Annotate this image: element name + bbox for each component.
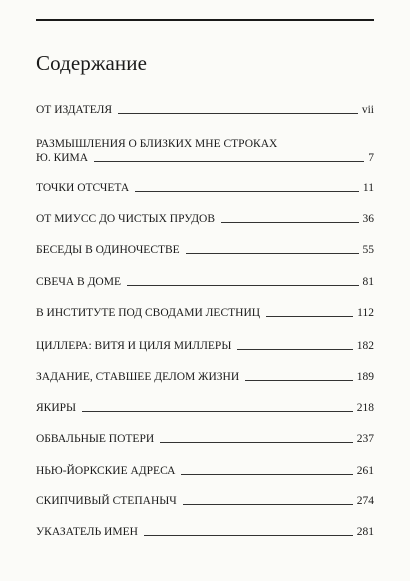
toc-entry-page: 274 [356, 495, 374, 507]
toc-entry [36, 275, 374, 289]
toc-entry [36, 494, 374, 508]
toc-entry-page: 55 [362, 244, 374, 256]
toc-leader-line [221, 222, 358, 223]
toc-entry [36, 432, 374, 446]
toc-entry-title: СКИПЧИВЫЙ СТЕПАНЫЧ [36, 495, 177, 507]
toc-leader-line [237, 349, 352, 350]
toc-entry-title: НЬЮ-ЙОРКСКИЕ АДРЕСА [36, 465, 176, 477]
toc-entry [36, 181, 374, 195]
toc-entry [36, 464, 374, 478]
toc-entry-page: 11 [362, 182, 374, 194]
toc-entry-page: 261 [356, 465, 374, 477]
toc-entry-page: 81 [362, 276, 374, 288]
toc-leader-line [82, 411, 353, 412]
toc-leader-line [245, 380, 353, 381]
toc-entry-title: ОТ МИУСС ДО ЧИСТЫХ ПРУДОВ [36, 213, 216, 225]
toc-entry [36, 243, 374, 257]
toc-entry-title: ЗАДАНИЕ, СТАВШЕЕ ДЕЛОМ ЖИЗНИ [36, 371, 240, 383]
toc-entry [36, 212, 374, 226]
toc-leader-line [118, 113, 358, 114]
toc-entry-title: СВЕЧА В ДОМЕ [36, 276, 121, 288]
toc-leader-line [160, 442, 353, 443]
toc-entry-page: 36 [362, 213, 374, 225]
toc-leader-line [181, 474, 352, 475]
toc-entry [36, 137, 374, 165]
toc-entry-page: vii [361, 104, 374, 116]
toc-entry [36, 401, 374, 415]
toc-leader-line [266, 316, 353, 317]
toc-entry [36, 306, 374, 320]
toc-leader-line [127, 285, 359, 286]
toc-entry-page: 218 [356, 402, 374, 414]
toc-entry [36, 103, 374, 117]
toc-entry-title: ЦИЛЛЕРА: ВИТЯ И ЦИЛЯ МИЛЛЕРЫ [36, 340, 232, 352]
page-title: Содержание [36, 51, 148, 75]
toc-entry-title-line1: РАЗМЫШЛЕНИЯ О БЛИЗКИХ МНЕ СТРОКАХ [36, 138, 278, 150]
toc-entry-page: 182 [356, 340, 374, 352]
toc-entry-page: 237 [356, 433, 374, 445]
toc-entry-title: ОТ ИЗДАТЕЛЯ [36, 104, 113, 116]
toc-entry [36, 339, 374, 353]
toc-entry-page: 112 [357, 307, 374, 319]
toc-entry-page: 7 [368, 152, 374, 164]
toc-entry [36, 370, 374, 384]
toc-entry-title: ОБВАЛЬНЫЕ ПОТЕРИ [36, 433, 155, 445]
toc-leader-line [186, 253, 359, 254]
toc-leader-line [144, 535, 353, 536]
toc-entry [36, 525, 374, 539]
toc-entry-page: 189 [356, 371, 374, 383]
toc-leader-line [94, 161, 364, 162]
toc-entry-title: ЯКИРЫ [36, 402, 77, 414]
toc-entry-title: БЕСЕДЫ В ОДИНОЧЕСТВЕ [36, 244, 180, 256]
toc-leader-line [183, 504, 353, 505]
toc-entry-title: УКАЗАТЕЛЬ ИМЕН [36, 526, 138, 538]
toc-entry-title: В ИНСТИТУТЕ ПОД СВОДАМИ ЛЕСТНИЦ [36, 307, 261, 319]
toc-entry-title: ТОЧКИ ОТСЧЕТА [36, 182, 130, 194]
toc-leader-line [135, 191, 359, 192]
top-rule [36, 19, 374, 21]
toc-entry-title: Ю. КИМА [36, 152, 89, 164]
toc-entry-page: 281 [356, 526, 374, 538]
